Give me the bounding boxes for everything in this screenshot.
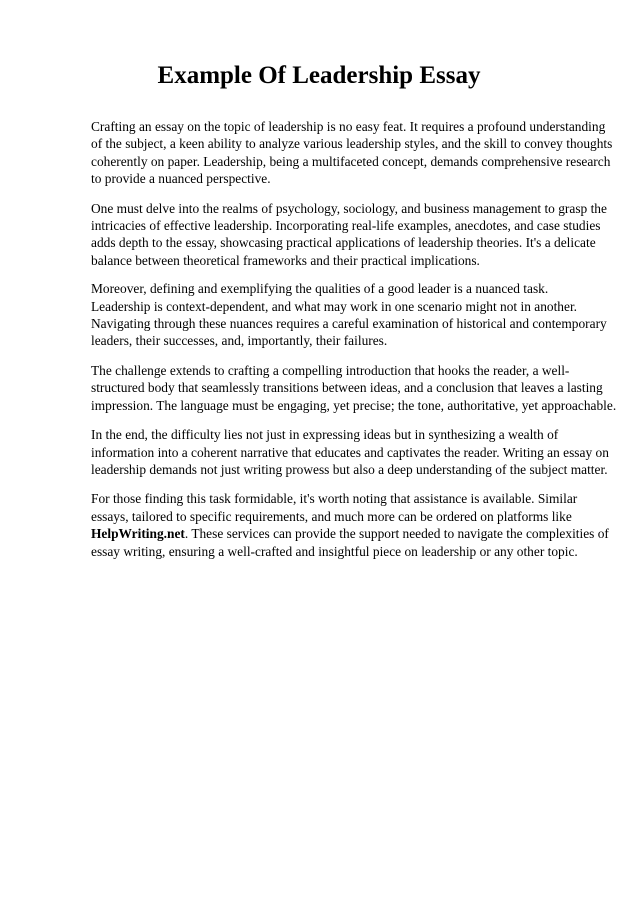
paragraph-line: leadership demands not just writing prowess but also a deep understanding of the subject matter. xyxy=(91,461,608,477)
paragraph-3 xyxy=(91,280,607,350)
paragraph-line: information into a coherent narrative that educates and captivates the reader. Writing an essay on xyxy=(91,444,609,460)
paragraph-line: to provide a nuanced perspective. xyxy=(91,171,271,187)
paragraph-line: adds depth to the essay, showcasing practical applications of leadership theories. It's a delicate xyxy=(91,235,596,251)
paragraph-line: Moreover, defining and exemplifying the qualities of a good leader is a nuanced task. xyxy=(91,281,549,297)
paragraph-5 xyxy=(91,426,609,478)
paragraph-line-with-brand xyxy=(91,525,609,542)
paragraph-4 xyxy=(91,362,617,414)
paragraph-line: Navigating through these nuances requires a careful examination of historical and contemporary xyxy=(91,316,607,332)
paragraph-line: essay writing, ensuring a well-crafted and insightful piece on leadership or any other topic. xyxy=(91,543,578,559)
document-body xyxy=(91,118,617,572)
paragraph-line: For those finding this task formidable, it's worth noting that assistance is available. Similar xyxy=(91,491,578,507)
paragraph-6 xyxy=(91,490,609,560)
paragraph-line: intricacies of effective leadership. Incorporating real-life examples, anecdotes, and case studies xyxy=(91,218,601,234)
paragraph-line: impression. The language must be engaging, yet precise; the tone, authoritative, yet approachable. xyxy=(91,397,617,413)
paragraph-line: balance between theoretical frameworks and their practical implications. xyxy=(91,252,480,268)
paragraph-1 xyxy=(91,118,613,188)
paragraph-line: One must delve into the realms of psychology, sociology, and business management to grasp the xyxy=(91,200,607,216)
paragraph-line: Crafting an essay on the topic of leadership is no easy feat. It requires a profound understanding xyxy=(91,119,606,134)
paragraph-line: essays, tailored to specific requirements, and much more can be ordered on platforms like xyxy=(91,508,572,524)
document-title: Example Of Leadership Essay xyxy=(157,62,481,89)
paragraph-line: of the subject, a keen ability to analyze various leadership styles, and the skill to convey thoughts xyxy=(91,136,613,152)
paragraph-line: structured body that seamlessly transitions between ideas, and a conclusion that leaves a lasting xyxy=(91,380,603,396)
paragraph-2 xyxy=(91,200,607,270)
paragraph-line: Leadership is context-dependent, and what may work in one scenario might not in another. xyxy=(91,298,578,314)
paragraph-line: The challenge extends to crafting a compelling introduction that hooks the reader, a well- xyxy=(91,362,570,378)
paragraph-line: leaders, their successes, and, importantly, their failures. xyxy=(91,333,388,349)
paragraph-line: coherently on paper. Leadership, being a multifaceted concept, demands comprehensive research xyxy=(91,153,611,169)
brand-name: HelpWriting.net xyxy=(91,526,185,542)
paragraph-line: In the end, the difficulty lies not just in expressing ideas but in synthesizing a wealth of xyxy=(91,427,559,443)
brand-line-tail: . These services can provide the support needed to navigate the complexities of xyxy=(184,526,609,542)
